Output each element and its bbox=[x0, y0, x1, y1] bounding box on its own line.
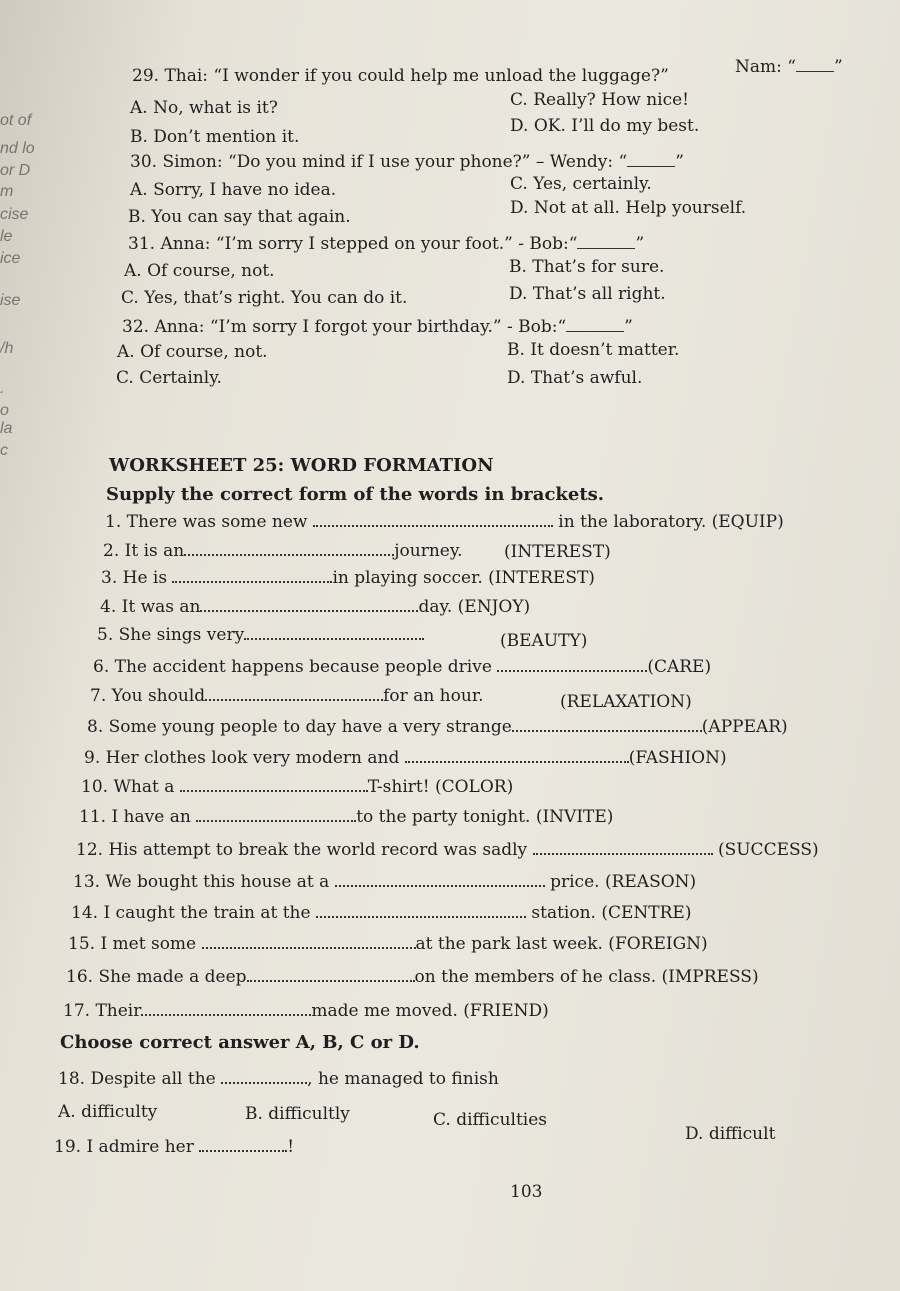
item-pre: 19. I admire her bbox=[54, 1137, 194, 1157]
answer-blank-9[interactable] bbox=[405, 747, 629, 763]
bleed-text: /h bbox=[0, 340, 14, 357]
answer-blank-31[interactable] bbox=[577, 234, 635, 249]
bleed-text: c bbox=[0, 442, 8, 459]
bleed-text: . bbox=[0, 380, 5, 397]
answer-blank-18[interactable] bbox=[221, 1068, 307, 1084]
item-post: price. (REASON) bbox=[550, 872, 697, 892]
item-post: (SUCCESS) bbox=[717, 840, 819, 860]
page-number: 103 bbox=[510, 1182, 543, 1202]
item-17 bbox=[63, 1000, 549, 1021]
item-post: (FASHION) bbox=[628, 748, 727, 768]
item-16 bbox=[66, 966, 759, 987]
item-10 bbox=[81, 776, 513, 797]
option-32-c: C. Certainly. bbox=[116, 368, 222, 388]
option-18-d: D. difficult bbox=[685, 1124, 776, 1144]
item-pre: 17. Their bbox=[63, 1001, 142, 1021]
bleed-text: m bbox=[0, 183, 14, 200]
item-5 bbox=[97, 624, 424, 645]
item-pre: 2. It is an bbox=[103, 541, 185, 561]
option-18-b: B. difficultly bbox=[245, 1104, 350, 1124]
item-pre: 14. I caught the train at the bbox=[71, 903, 311, 923]
item-pre: 10. What a bbox=[81, 777, 175, 797]
option-31-d: D. That’s all right. bbox=[509, 284, 666, 304]
item-post: ! bbox=[287, 1137, 295, 1157]
answer-blank-2[interactable] bbox=[184, 540, 394, 556]
option-31-b: B. That’s for sure. bbox=[509, 257, 665, 277]
question-18 bbox=[58, 1068, 499, 1089]
item-5-word: (BEAUTY) bbox=[500, 631, 588, 651]
bleed-text: ot of bbox=[0, 112, 32, 129]
option-30-c: C. Yes, certainly. bbox=[510, 174, 652, 194]
item-post: at the park last week. (FOREIGN) bbox=[415, 934, 708, 954]
answer-blank-17[interactable] bbox=[141, 1000, 311, 1016]
answer-blank-3[interactable] bbox=[172, 567, 332, 583]
answer-blank-8[interactable] bbox=[512, 716, 702, 732]
item-pre: 11. I have an bbox=[79, 807, 191, 827]
item-7-word: (RELAXATION) bbox=[560, 692, 692, 712]
name-field bbox=[735, 57, 843, 77]
option-29-c: C. Really? How nice! bbox=[510, 90, 690, 110]
item-pre: 5. She sings very bbox=[97, 625, 245, 645]
question-30-end: ” bbox=[675, 152, 684, 172]
question-31-end: ” bbox=[635, 234, 645, 254]
item-post: made me moved. (FRIEND) bbox=[311, 1001, 549, 1021]
answer-blank-10[interactable] bbox=[180, 776, 368, 792]
item-post: in the laboratory. (EQUIP) bbox=[558, 512, 784, 532]
item-pre: 16. She made a deep bbox=[66, 967, 247, 987]
item-post: T-shirt! (COLOR) bbox=[367, 777, 514, 797]
worksheet-instruction: Supply the correct form of the words in brackets. bbox=[106, 484, 605, 505]
answer-blank-6[interactable] bbox=[497, 656, 647, 672]
bleed-text: cise bbox=[0, 206, 29, 223]
item-2 bbox=[103, 540, 463, 561]
question-32 bbox=[122, 317, 633, 337]
item-4 bbox=[100, 596, 530, 617]
answer-blank-32[interactable] bbox=[566, 317, 624, 332]
item-12 bbox=[76, 839, 819, 860]
option-32-a: A. Of course, not. bbox=[117, 342, 268, 362]
item-post: in playing soccer. (INTEREST) bbox=[332, 568, 595, 588]
option-18-c: C. difficulties bbox=[433, 1110, 548, 1130]
item-6 bbox=[93, 656, 711, 677]
option-29-d: D. OK. I’ll do my best. bbox=[510, 116, 700, 136]
answer-blank-5[interactable] bbox=[244, 624, 424, 640]
item-pre: 12. His attempt to break the world record was sadly bbox=[76, 840, 528, 860]
bleed-text: le bbox=[0, 228, 13, 245]
bleed-text: nd lo bbox=[0, 140, 35, 157]
answer-blank-15[interactable] bbox=[202, 933, 416, 949]
item-2-word: (INTEREST) bbox=[504, 542, 611, 562]
answer-blank-30[interactable] bbox=[627, 152, 675, 167]
option-30-b: B. You can say that again. bbox=[128, 207, 351, 227]
question-31-text: 31. Anna: “I’m sorry I stepped on your foot.” - Bob:“ bbox=[128, 234, 578, 254]
bleed-text: ise bbox=[0, 292, 21, 309]
answer-blank-4[interactable] bbox=[200, 596, 418, 612]
option-31-a: A. Of course, not. bbox=[124, 261, 275, 281]
answer-blank-14[interactable] bbox=[316, 902, 526, 918]
name-close: ” bbox=[833, 57, 843, 77]
bleed-text: ice bbox=[0, 250, 21, 267]
item-post: journey. bbox=[394, 541, 463, 561]
bleed-text: o bbox=[0, 402, 9, 419]
answer-blank-11[interactable] bbox=[196, 806, 356, 822]
item-pre: 3. He is bbox=[101, 568, 168, 588]
name-blank[interactable] bbox=[796, 57, 834, 72]
name-label: Nam: “ bbox=[735, 57, 796, 77]
item-post: , he managed to finish bbox=[307, 1069, 499, 1089]
item-post: (CARE) bbox=[647, 657, 712, 677]
item-pre: 6. The accident happens because people drive bbox=[93, 657, 492, 677]
item-pre: 9. Her clothes look very modern and bbox=[84, 748, 400, 768]
option-32-d: D. That’s awful. bbox=[507, 368, 643, 388]
item-pre: 1. There was some new bbox=[105, 512, 308, 532]
item-13 bbox=[73, 871, 696, 892]
option-18-a: A. difficulty bbox=[58, 1102, 158, 1122]
item-3 bbox=[101, 567, 595, 588]
item-pre: 13. We bought this house at a bbox=[73, 872, 330, 892]
item-pre: 18. Despite all the bbox=[58, 1069, 216, 1089]
item-15 bbox=[68, 933, 708, 954]
answer-blank-7[interactable] bbox=[205, 685, 383, 701]
item-post: station. (CENTRE) bbox=[531, 903, 692, 923]
option-29-b: B. Don’t mention it. bbox=[130, 127, 300, 147]
item-9 bbox=[84, 747, 727, 768]
question-29: 29. Thai: “I wonder if you could help me unload the luggage?” bbox=[132, 66, 669, 86]
question-30-text: 30. Simon: “Do you mind if I use your phone?” – Wendy: “ bbox=[130, 152, 628, 172]
item-14 bbox=[71, 902, 691, 923]
item-11 bbox=[79, 806, 613, 827]
item-7 bbox=[90, 685, 483, 706]
bleed-text: la bbox=[0, 420, 13, 437]
bleed-text: or D bbox=[0, 162, 31, 179]
item-pre: 4. It was an bbox=[100, 597, 201, 617]
item-pre: 15. I met some bbox=[68, 934, 197, 954]
item-post: day. (ENJOY) bbox=[418, 597, 531, 617]
option-31-c: C. Yes, that’s right. You can do it. bbox=[121, 288, 408, 308]
worksheet-title: WORKSHEET 25: WORD FORMATION bbox=[109, 455, 494, 476]
item-post: to the party tonight. (INVITE) bbox=[356, 807, 614, 827]
item-post: (APPEAR) bbox=[701, 717, 788, 737]
answer-blank-1[interactable] bbox=[313, 511, 553, 527]
option-29-a: A. No, what is it? bbox=[130, 98, 278, 118]
answer-blank-12[interactable] bbox=[533, 839, 713, 855]
item-pre: 7. You should bbox=[90, 686, 206, 706]
item-1 bbox=[105, 511, 784, 532]
answer-blank-19[interactable] bbox=[199, 1136, 287, 1152]
question-31 bbox=[128, 234, 644, 254]
question-32-text: 32. Anna: “I’m sorry I forgot your birthday.” - Bob:“ bbox=[122, 317, 567, 337]
item-post: on the members of he class. (IMPRESS) bbox=[414, 967, 759, 987]
item-8 bbox=[87, 716, 788, 737]
option-30-a: A. Sorry, I have no idea. bbox=[130, 180, 337, 200]
answer-blank-13[interactable] bbox=[335, 871, 545, 887]
item-pre: 8. Some young people to day have a very strange bbox=[87, 717, 512, 737]
option-30-d: D. Not at all. Help yourself. bbox=[510, 198, 747, 218]
question-30 bbox=[130, 152, 684, 172]
mcq-instruction: Choose correct answer A, B, C or D. bbox=[60, 1032, 420, 1053]
option-32-b: B. It doesn’t matter. bbox=[507, 340, 680, 360]
question-19 bbox=[54, 1136, 294, 1157]
item-post: for an hour. bbox=[383, 686, 484, 706]
answer-blank-16[interactable] bbox=[247, 966, 415, 982]
question-32-end: ” bbox=[624, 317, 633, 337]
